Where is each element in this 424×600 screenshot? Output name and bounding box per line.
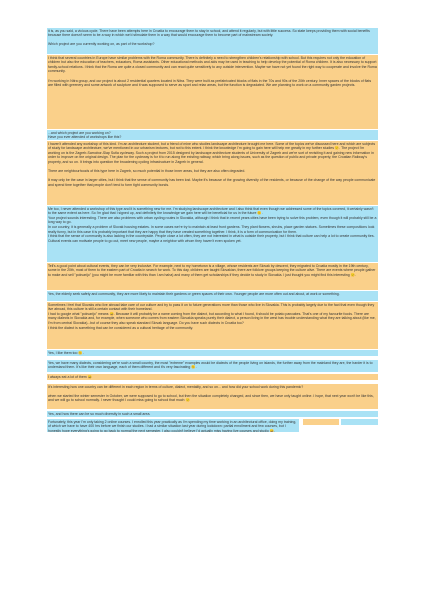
message-block: Tell's a good point about cultural events, they can be very inclusive. For example, next to my hometown is a village, whose residents are Slovak by descent, they migrated to Croatia mostly in the 19th century, some in the 20th, most of them to the eastern part of Croatia in search for work. To this day, children are taught Slovakian, there are folklore groups keeping the culture alive. There are events where people gather to make and sell "pokvarijo" (you might be more familiar with this than I am haha) and many of them get scholarships if they decide to study in Slovakia. I just thought you might find this interesting 🙂. [47,263,378,290]
message-block: I haven't attended any workshop of this kind. I'm an architecture student, but a friend of mine who studies landscape architecture brought me here. Some of the topics we've discussed here and which are subjects of study for landscape architecture, we've mentioned in our urbanism lectures, but not to this extent. I think the knowledge I'm going to gain here will help me greatly in my further studies 🙂. The project I'm working on is the Zagreb-Samobor-Slap Sutla cycleway. Such a project from 2015 designed by landscape architecture students of University of Zagreb and we're sort of revisiting it and gaining new information in order to improve on the original design. The plan for the cycleway is for it to run along the existing railway, which bring along issues, such as the question of public and private property, the Croatian Railway's property, and so on. It brings into question the broadening cycling infrastructure in Zagreb in general. There are neighbourhoods of this type here in Zagreb, so much potential in those inner areas, but they are also often degraded. It may only be the case in larger cities, but I think that the sense of community has been lost. Maybe it's because of the growing diversity of the residents, or because of the change of the way people communicate and spend time together that people don't tend to form tight community bonds. [47,141,378,205]
message-block: Yes, we have many dialects, considering we're such a small country, the most "extreme" examples would be dialects of the people living on islands, the further away from the mainland they are, the harder it is to understand them. It's like their own language, each of them different and it's very fascinating 🙂. [47,360,378,372]
message-block: I always eat a lot of them 😄 [47,374,378,380]
message-block: Me too, I never attended a workshop of this type and it is something new for me. I'm studying landscape architecture and I also think that even though we addressed some of the topics covered, it certainly wasn't to the same extent as here. So I'm glad that I signed up, and definitely the knowledge we gain here will be beneficial for us in the future 🙂. Your project sounds interesting. There are also problems with urban cycling routes in Slovakia, although I think that in recent years cities have been trying to solve this problem, even though it will probably still be a long way to go. In our country, it is generally a problem of Slovak housing estates. In some cases we're try to maintain at least front gardens. They plant flowers, shrubs, place garden statues. Sometimes these compositions look really funny, but in this case it is probably important that they are happy that they have created something together. I think, it is a form of communication for them. I think that the sense of community is also lacking in the countryside. People close a lot often, they are not interested in what is outside their property, but I think that culture can help a lot to create community ties. Cultural events can motivate people to go out, meet new people, maybe a neighbor with whom they haven't even spoken yet. [47,206,378,262]
color-swatch [303,419,339,425]
message-block: Yes, I like them too 🙂. [47,350,378,356]
message-block: I think that several countries in Europe have similar problems with the Roma community. There is definitely a need to strengthen children's relationship with school. But this requires not only the education of children but also the education of teachers, educators, Roma assistants. Other educational methods and aids may be used in teaching to help develop the potential of Roma children. It is also necessary to support family-school relations. I think that the Roma are quite a closed community and can react quite sensitively to any outside intervention. Maybe we have not yet found the right way to cooperate and involve the Roma community. I'm working in Nitra group, and our project is about 2 residential quarters located in Nitra. They were built as prefabricated blocks of flats in the 70s and 90s of the 20th century. Inner spaces of the blocks of flats are filled with greenery and some artwork of sculpture and it was supposed to serve as sport and relax areas, but the function is degradated. We are planning to work on a community garden projects. [47,55,378,129]
message-block: Yes, and how there can be so much diversity in such a small area. [47,411,378,417]
message-block: It's interesting how one country can be different in each region in terms of culture, dialect, mentality, and so on... and how did your school work during this pandemic? when we started the winter semester in October, we were supposed to go to school, but then the situation completely changed, and since then, we have only taught online. I hope, that next year won't be like this, and we will go to school normally. I never thought I could miss going to school that much 🙂 [47,384,378,409]
message-block: ...and which project are you working on? Have you ever attended of workshops like this? [47,130,378,140]
message-block: Sometimes I feel that Slovaks who live abroad take care of our culture and try to pass it on to future generations more than those who live in Slovakia. This is probably largely due to the fact that even though they live abroad, this culture is still a certain contact with their homeland. I had to google what "pokvarijo" means 😄. Because it will probably be a name coming from the dialect, but according to what I found, it should be potato pancakes. That's one of my favourite foods. There are many dialects in Slovakia and, for example, when someone who comes from eastern Slovakia speaks purely their dialect, a person living in the west has trouble understanding what they are talking about (like me, I'm from central Slovakia)...but of course they also speak standard Slovak language. Do you have such dialects in Croatia too? I think the dialect is something that can be considered as a cultural heritage of the community. [47,302,378,349]
message-block: it is, as you said, a vicious cycle. There have been attempts here in Croatia to encourage them to stay in school, and attend it regularly, but with little success. So state keeps providing them with social benefits because there doesn't seem to be a way in which we'd stimulate them in a way that would encourage them to become part of mainstream society. Which project are you currently working on, as part of the workshop? [47,28,378,54]
message-block: Fortunately, this year I'm only taking 2 online courses. I enrolled this year practically as I'm spending my time working in an architectural office, doing my training, of which we have to have 400 hrs before we finish our studies. I had a similar situation last year during lockdown: partial enrollment and few courses, but I honestly hope everything's going to go back to normal the next semester, I also couldn't believe I'd actually miss having live courses and studio 😄. [48,419,298,432]
color-swatch [341,419,378,425]
message-block: Yes, the elderly seek safety and community, they are more likely to maintain their gardens or green spaces of their own. Younger people are more often out and about, at work or something. [47,291,378,301]
